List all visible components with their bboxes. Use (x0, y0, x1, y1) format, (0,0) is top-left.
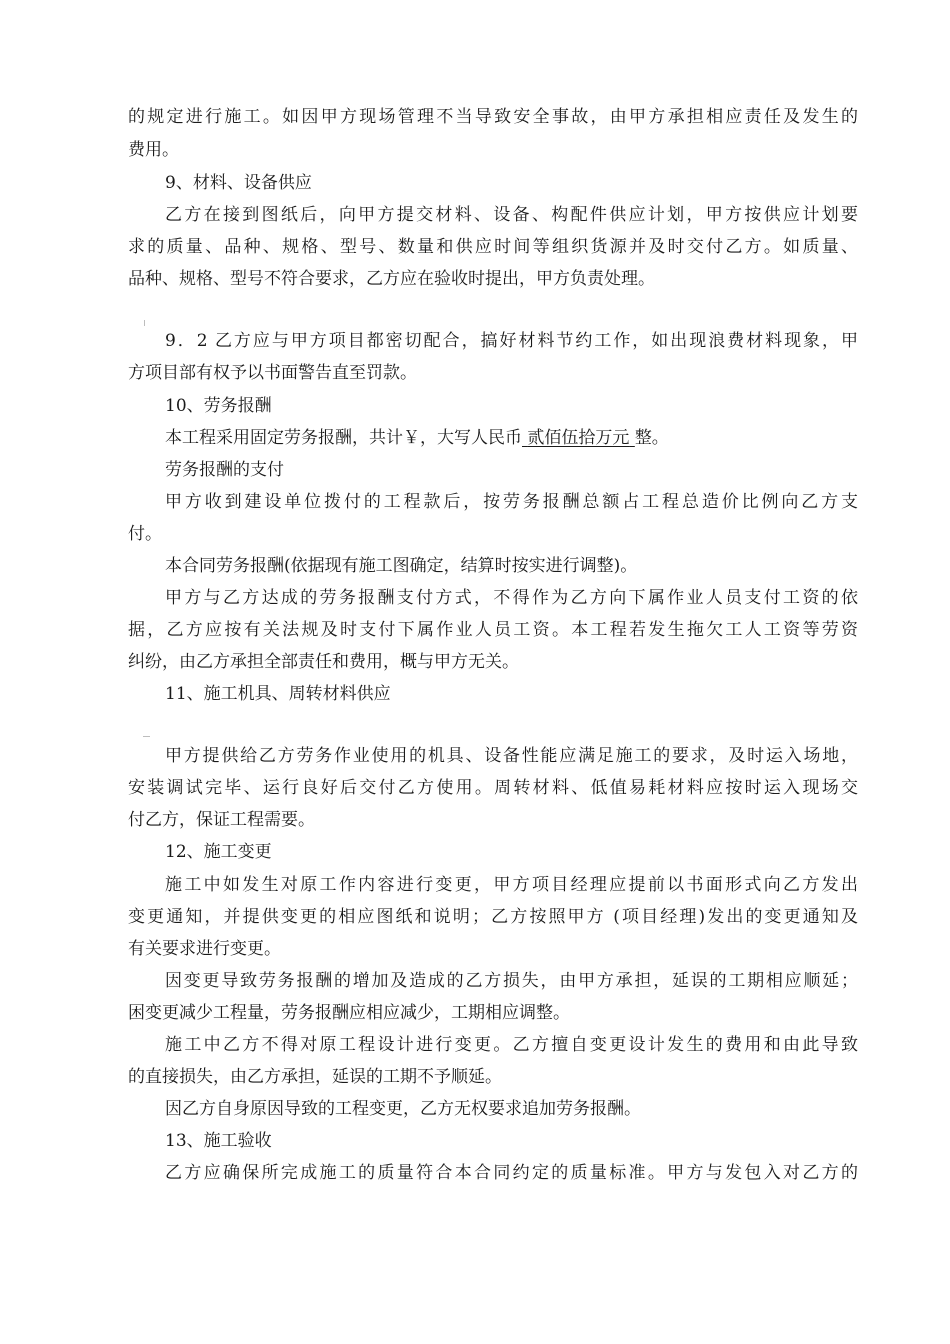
body-text-line: 困变更减少工程量，劳务报酬应相应减少，工期相应调整。 (128, 1003, 570, 1023)
section-heading-9: 9、材料、设备供应 (165, 173, 312, 193)
amount-suffix-text: 整。 (634, 428, 669, 448)
body-text-line: 变更通知，并提供变更的相应图纸和说明；乙方按照甲方 (项目经理)发出的变更通知及 (128, 907, 858, 927)
section-heading-11: 11、施工机具、周转材料供应 (165, 684, 391, 704)
body-text-line: 付乙方，保证工程需要。 (128, 810, 315, 830)
body-text-line: 方项目部有权予以书面警告直至罚款。 (128, 363, 417, 383)
body-text-line: 乙方在接到图纸后，向甲方提交材料、设备、构配件供应计划，甲方按供应计划要 (165, 205, 858, 225)
body-text-line: 9．2 乙方应与甲方项目都密切配合，搞好材料节约工作，如出现浪费材料现象，甲 (165, 331, 858, 351)
scan-artifact-mark (144, 320, 145, 326)
body-text-line: 施工中乙方不得对原工程设计进行变更。乙方擅自变更设计发生的费用和由此导致 (165, 1035, 858, 1055)
body-text-line: 乙方应确保所完成施工的质量符合本合同约定的质量标准。甲方与发包入对乙方的 (165, 1163, 858, 1183)
body-text-line: 据，乙方应按有关法规及时支付下属作业人员工资。本工程若发生拖欠工人工资等劳资 (128, 620, 858, 640)
body-text-line: 本合同劳务报酬(依据现有施工图确定，结算时按实进行调整)。 (165, 556, 638, 576)
body-text-line: 纠纷，由乙方承担全部责任和费用，概与甲方无关。 (128, 652, 519, 672)
section-heading-10: 10、劳务报酬 (165, 396, 272, 416)
body-text-line: 甲方与乙方达成的劳务报酬支付方式，不得作为乙方向下属作业人员支付工资的依 (165, 588, 858, 608)
body-text-line: 安装调试完毕、运行良好后交付乙方使用。周转材料、低值易耗材料应按时运入现场交 (128, 778, 858, 798)
body-text-line: 甲方收到建设单位拨付的工程款后，按劳务报酬总额占工程总造价比例向乙方支 (165, 492, 858, 512)
body-text-line: 的规定进行施工。如因甲方现场管理不当导致安全事故，由甲方承担相应责任及发生的 (128, 107, 858, 127)
body-text-line: 因变更导致劳务报酬的增加及造成的乙方损失，由甲方承担，延误的工期相应顺延； (165, 971, 858, 991)
body-text-line: 施工中如发生对原工作内容进行变更，甲方项目经理应提前以书面形式向乙方发出 (165, 875, 858, 895)
body-text-line: 甲方提供给乙方劳务作业使用的机具、设备性能应满足施工的要求，及时运入场地， (165, 746, 858, 766)
body-text-line: 因乙方自身原因导致的工程变更，乙方无权要求追加劳务报酬。 (165, 1099, 641, 1119)
section-heading-12: 12、施工变更 (165, 842, 272, 862)
body-text-line: 求的质量、品种、规格、型号、数量和供应时间等组织货源并及时交付乙方。如质量、 (128, 237, 858, 257)
scan-artifact-mark (143, 736, 150, 737)
amount-in-words: 贰佰伍拾万元 (527, 428, 630, 448)
body-text-line: 品种、规格、型号不符合要求，乙方应在验收时提出，甲方负责处理。 (128, 269, 655, 289)
body-text-line: 费用。 (128, 140, 179, 160)
remuneration-amount-line (165, 422, 669, 454)
body-text-line: 的直接损失，由乙方承担，延误的工期不予顺延。 (128, 1067, 502, 1087)
section-heading-13: 13、施工验收 (165, 1131, 272, 1151)
subsection-heading-payment: 劳务报酬的支付 (165, 460, 284, 480)
amount-prefix-text: 本工程采用固定劳务报酬，共计￥，大写人民币 (165, 428, 522, 448)
body-text-line: 付。 (128, 524, 162, 544)
body-text-line: 有关要求进行变更。 (128, 939, 281, 959)
